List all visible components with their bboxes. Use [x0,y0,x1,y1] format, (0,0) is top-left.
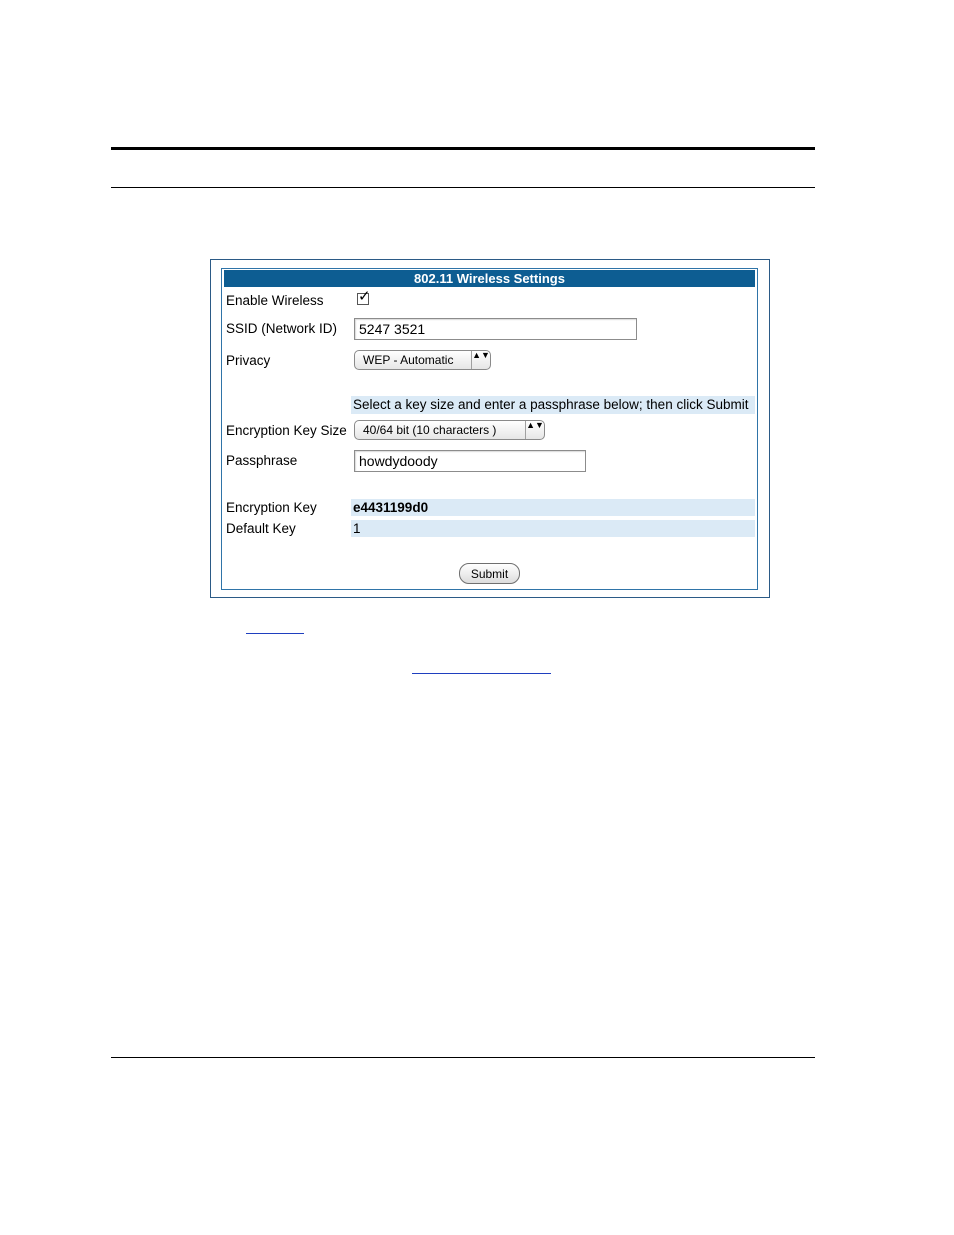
enable-wireless-checkbox[interactable] [357,288,371,305]
link-underline[interactable] [412,673,551,674]
passphrase-label: Passphrase [226,453,298,468]
privacy-select-value: WEP - Automatic [363,353,454,367]
select-arrows-icon: ▲▼ [525,421,544,439]
default-key-label: Default Key [226,521,296,536]
submit-button[interactable]: Submit [459,563,520,584]
header-rule-thick [111,147,815,150]
link-underline[interactable] [246,633,304,634]
ssid-label: SSID (Network ID) [226,321,338,336]
privacy-label: Privacy [226,353,271,368]
checkmark-icon: ✓ [358,288,371,305]
privacy-select[interactable] [354,350,491,370]
default-key-value: 1 [351,520,755,537]
passphrase-input[interactable] [354,450,586,472]
key-size-select[interactable] [354,420,545,440]
enable-wireless-label: Enable Wireless [226,293,324,308]
select-arrows-icon: ▲▼ [471,351,490,369]
footer-rule [111,1057,815,1058]
header-rule-thin [111,187,815,188]
key-size-label: Encryption Key Size [226,423,347,438]
encryption-key-value: e4431199d0 [351,499,755,516]
encryption-key-label: Encryption Key [226,500,317,515]
panel-title: 802.11 Wireless Settings [224,270,755,287]
ssid-input[interactable] [354,318,637,340]
key-size-select-value: 40/64 bit (10 characters ) [363,423,497,437]
instruction-text: Select a key size and enter a passphrase below; then click Submit [351,396,755,414]
